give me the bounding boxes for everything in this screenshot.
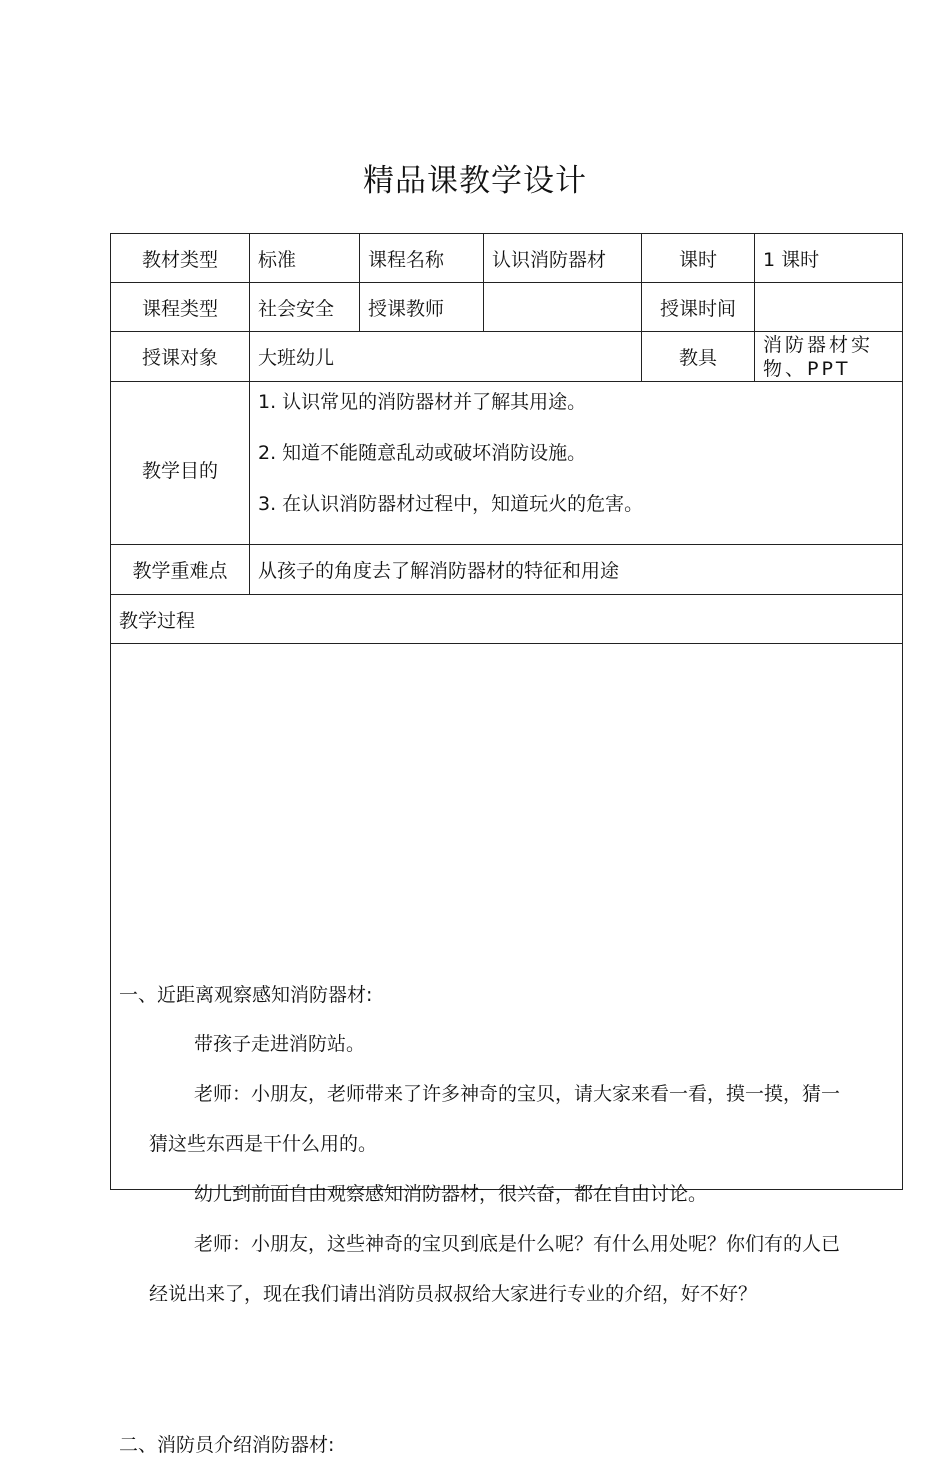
- time-value: [755, 283, 903, 332]
- process-label: 教学过程: [111, 595, 903, 644]
- teacher-label: 授课教师: [360, 283, 484, 332]
- table-row: [111, 644, 903, 1190]
- table-row: [111, 545, 903, 595]
- course-type-value: 社会安全: [250, 283, 360, 332]
- lesson-plan-table: [110, 233, 903, 1456]
- hours-label: 课时: [642, 234, 755, 283]
- paragraph: 带孩子走进消防站。: [194, 1032, 366, 1055]
- teacher-value: [484, 283, 642, 332]
- audience-label: 授课对象: [111, 332, 250, 382]
- objective-item: 2. 知道不能随意乱动或破坏消防设施。: [258, 441, 587, 464]
- course-name-label: 课程名称: [360, 234, 484, 283]
- table-row: [111, 595, 903, 644]
- table-row: [111, 332, 903, 382]
- key-points-value: 从孩子的角度去了解消防器材的特征和用途: [250, 545, 903, 595]
- hours-value: 1 课时: [755, 234, 903, 283]
- material-type-value: 标准: [250, 234, 360, 283]
- table-row: [111, 283, 903, 332]
- course-name-value: 认识消防器材: [484, 234, 642, 283]
- tools-label: 教具: [642, 332, 755, 382]
- table-row: [111, 382, 903, 545]
- audience-value: 大班幼儿: [250, 332, 642, 382]
- objectives-label: 教学目的: [111, 382, 250, 545]
- process-body: [111, 644, 903, 1456]
- material-type-label: 教材类型: [111, 234, 250, 283]
- tools-value: 消防器材实物、PPT: [755, 332, 903, 382]
- page-title: 精品课教学设计: [363, 163, 587, 199]
- paragraph: 幼儿到前面自由观察感知消防器材，很兴奋，都在自由讨论。: [194, 1182, 708, 1205]
- time-label: 授课时间: [642, 283, 755, 332]
- objective-item: 3. 在认识消防器材过程中，知道玩火的危害。: [258, 492, 644, 515]
- key-points-label: 教学重难点: [111, 545, 250, 595]
- section-heading: 二、消防员介绍消防器材:: [119, 1433, 335, 1456]
- objective-item: 1. 认识常见的消防器材并了解其用途。: [258, 390, 587, 413]
- objectives-list: [250, 382, 903, 545]
- table-row: [111, 234, 903, 283]
- section-heading: 一、近距离观察感知消防器材:: [119, 983, 373, 1006]
- paragraph: 老师：小朋友，老师带来了许多神奇的宝贝，请大家来看一看，摸一摸，猜一猜这些东西是干什么用的。: [149, 1082, 841, 1155]
- course-type-label: 课程类型: [111, 283, 250, 332]
- paragraph: 老师：小朋友，这些神奇的宝贝到底是什么呢？有什么用处呢？你们有的人已经说出来了，现在我们请出消防员叔叔给大家进行专业的介绍，好不好？: [149, 1232, 841, 1305]
